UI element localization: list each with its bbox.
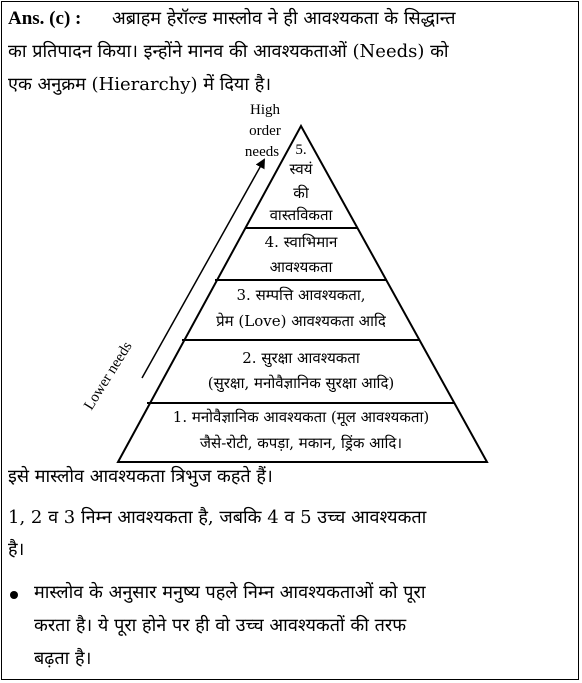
bullet-dot-icon xyxy=(10,591,18,599)
level-5-line-1: 5. xyxy=(295,142,307,158)
classification-line-2: है। xyxy=(8,539,25,560)
intro-line-3: एक अनुक्रम (Hierarchy) में दिया है। xyxy=(8,74,272,95)
bullet-line-2: करता है। ये पूरा होने पर ही वो उच्च आवश्यकतों की तरफ xyxy=(34,615,407,636)
level-3-line-1: 3. सम्पत्ति आवश्यकता, xyxy=(236,286,366,304)
lower-needs-label: Lower needs xyxy=(81,339,136,413)
bullet-line-1: मास्लोव के अनुसार मनुष्य पहले निम्न आवश्यकताओं को पूरा xyxy=(34,582,426,603)
triangle-caption: इसे मास्लोव आवश्यकता त्रिभुज कहते हैं। xyxy=(8,466,273,487)
level-2-line-2: (सुरक्षा, मनोवैज्ञानिक सुरक्षा आदि) xyxy=(207,374,395,392)
intro-line-2: का प्रतिपादन किया। इन्होंने मानव की आवश्यकताओं (Needs) को xyxy=(8,41,449,62)
level-5-line-4: वास्तविकता xyxy=(269,206,333,224)
level-5-line-2: स्वयं xyxy=(289,160,313,178)
level-1-line-1: 1. मनोवैज्ञानिक आवश्यकता (मूल आवश्यकता) xyxy=(172,408,430,426)
high-order-label-1: High xyxy=(250,102,280,118)
classification-line-1: 1, 2 व 3 निम्न आवश्यकता है, जबकि 4 व 5 उच्च आवश्यकता xyxy=(8,507,427,528)
high-order-label-3: needs xyxy=(244,144,280,160)
level-1-line-2: जैसे-रोटी, कपड़ा, मकान, ड्रिंक आदि। xyxy=(199,434,403,452)
intro-line-1: अब्राहम हेरॉल्ड मास्लोव ने ही आवश्यकता के सिद्धान्त xyxy=(112,8,456,29)
level-5-line-3: की xyxy=(293,184,309,202)
level-4-line-1: 4. स्वाभिमान xyxy=(264,233,338,251)
bullet-line-3: बढ़ता है। xyxy=(34,648,92,669)
answer-label: Ans. (c) : xyxy=(8,8,82,29)
level-2-line-1: 2. सुरक्षा आवश्यकता xyxy=(242,349,360,367)
level-4-line-2: आवश्यकता xyxy=(269,258,333,276)
level-3-line-2: प्रेम (Love) आवश्यकता आदि xyxy=(216,312,386,330)
high-order-label-2: order xyxy=(249,123,281,139)
